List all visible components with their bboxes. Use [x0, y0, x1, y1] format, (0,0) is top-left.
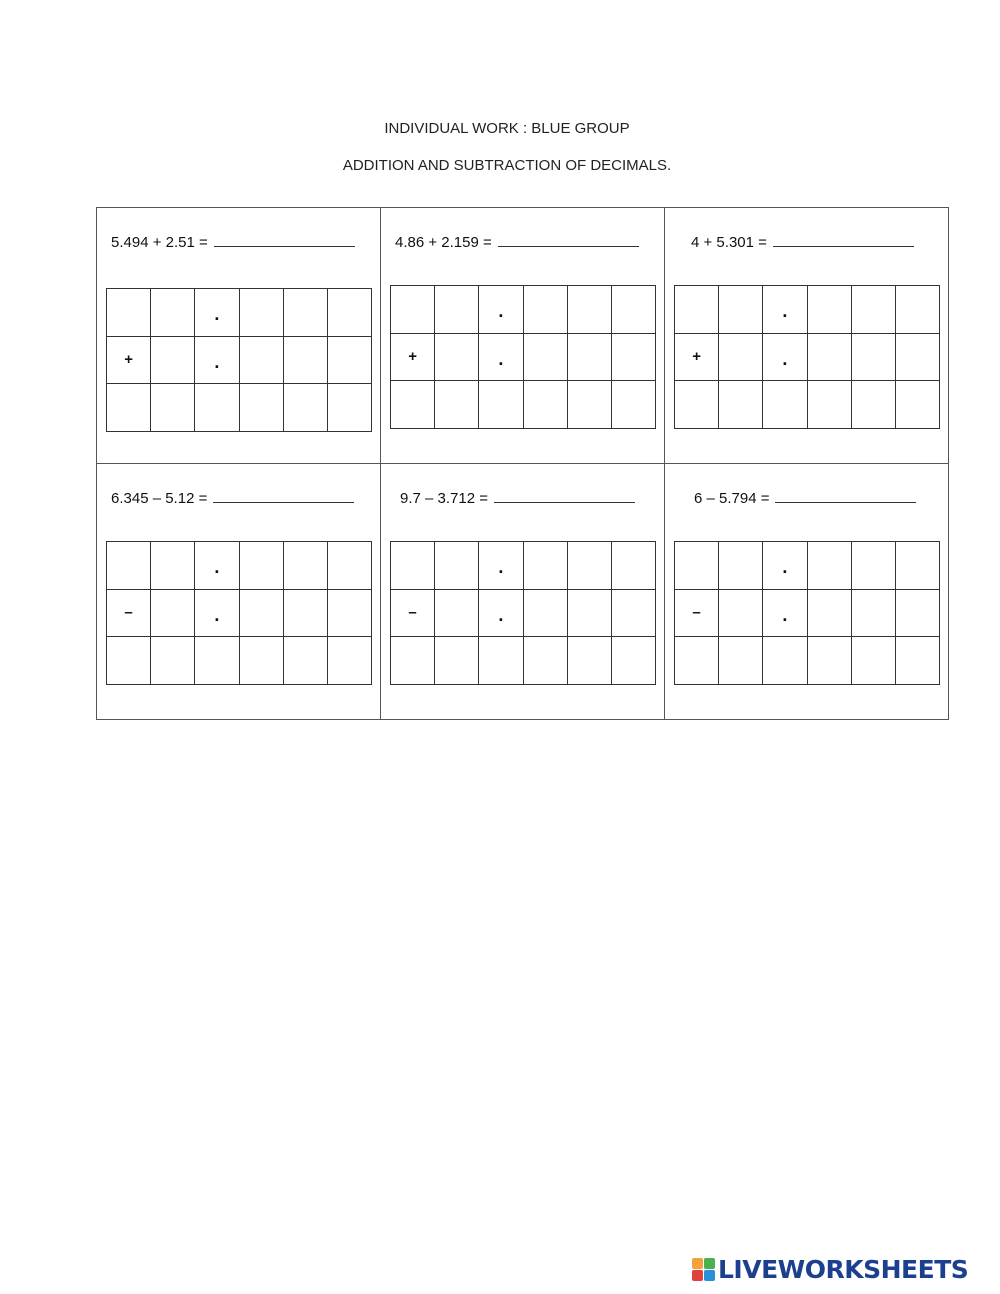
grid-box[interactable] [391, 542, 435, 590]
grid-box[interactable] [763, 334, 807, 382]
problem-cell [380, 463, 665, 720]
operator-sign: – [124, 604, 133, 622]
grid-box[interactable] [391, 286, 435, 334]
grid-box[interactable] [896, 637, 940, 685]
place-value-grid [390, 285, 656, 429]
page-title: INDIVIDUAL WORK : BLUE GROUP [384, 120, 630, 137]
grid-box[interactable] [479, 542, 523, 590]
grid-box[interactable] [612, 334, 656, 382]
grid-box[interactable] [675, 637, 719, 685]
grid-box[interactable] [524, 542, 568, 590]
grid-box[interactable] [479, 286, 523, 334]
operator-sign: – [408, 604, 417, 622]
problem-text: 6.345 – 5.12 = [111, 490, 208, 507]
grid-box[interactable] [479, 334, 523, 382]
grid-box[interactable] [479, 590, 523, 638]
grid-box[interactable] [612, 590, 656, 638]
grid-box[interactable] [896, 286, 940, 334]
grid-box[interactable] [808, 334, 852, 382]
grid-box[interactable] [479, 637, 523, 685]
grid-box[interactable] [435, 286, 479, 334]
grid-box[interactable] [808, 637, 852, 685]
answer-blank[interactable] [213, 488, 354, 503]
decimal-point: . [214, 351, 220, 372]
grid-box[interactable] [675, 590, 719, 638]
grid-box[interactable] [719, 590, 763, 638]
grid-box[interactable] [524, 590, 568, 638]
grid-box[interactable] [151, 384, 195, 432]
grid-box[interactable] [763, 542, 807, 590]
decimal-point: . [782, 348, 788, 369]
operator-sign: + [408, 348, 417, 366]
grid-box[interactable] [195, 542, 239, 590]
grid-box[interactable] [808, 286, 852, 334]
grid-box[interactable] [808, 590, 852, 638]
decimal-point: . [214, 604, 220, 625]
decimal-point: . [214, 557, 220, 578]
decimal-point: . [498, 604, 504, 625]
grid-box[interactable] [284, 289, 328, 337]
problem-expression [694, 488, 916, 507]
problem-expression [111, 232, 355, 251]
grid-box[interactable] [195, 289, 239, 337]
grid-box[interactable] [284, 542, 328, 590]
problem-cell [380, 207, 665, 464]
grid-box[interactable] [675, 334, 719, 382]
grid-box[interactable] [852, 590, 896, 638]
grid-box[interactable] [808, 542, 852, 590]
problem-text: 4 + 5.301 = [691, 234, 767, 251]
grid-box[interactable] [719, 381, 763, 429]
grid-box[interactable] [240, 637, 284, 685]
grid-box[interactable] [435, 381, 479, 429]
grid-box[interactable] [479, 381, 523, 429]
grid-box[interactable] [568, 381, 612, 429]
grid-box[interactable] [328, 289, 372, 337]
place-value-grid [106, 541, 372, 685]
decimal-point: . [498, 348, 504, 369]
grid-box[interactable] [568, 286, 612, 334]
grid-box[interactable] [852, 381, 896, 429]
grid-box[interactable] [896, 381, 940, 429]
problem-text: 6 – 5.794 = [694, 490, 770, 507]
grid-box[interactable] [763, 637, 807, 685]
place-value-grid [390, 541, 656, 685]
grid-box[interactable] [195, 384, 239, 432]
grid-box[interactable] [107, 590, 151, 638]
grid-box[interactable] [568, 334, 612, 382]
problem-cell [96, 463, 381, 720]
problem-cell [664, 207, 949, 464]
answer-blank[interactable] [775, 488, 916, 503]
grid-box[interactable] [852, 637, 896, 685]
answer-blank[interactable] [498, 232, 639, 247]
logo-text: LIVEWORKSHEETS [718, 1254, 969, 1284]
grid-box[interactable] [240, 337, 284, 385]
grid-box[interactable] [151, 337, 195, 385]
operator-sign: – [692, 604, 701, 622]
grid-box[interactable] [195, 590, 239, 638]
grid-box[interactable] [612, 286, 656, 334]
decimal-point: . [498, 557, 504, 578]
grid-box[interactable] [284, 337, 328, 385]
grid-box[interactable] [240, 590, 284, 638]
problem-cell [96, 207, 381, 464]
answer-blank[interactable] [773, 232, 914, 247]
grid-box[interactable] [151, 289, 195, 337]
problem-expression [400, 488, 635, 507]
decimal-point: . [782, 604, 788, 625]
answer-blank[interactable] [494, 488, 635, 503]
grid-box[interactable] [524, 637, 568, 685]
problem-expression [111, 488, 354, 507]
grid-box[interactable] [151, 590, 195, 638]
grid-box[interactable] [763, 286, 807, 334]
grid-box[interactable] [763, 590, 807, 638]
problem-text: 4.86 + 2.159 = [395, 234, 492, 251]
grid-box[interactable] [391, 381, 435, 429]
page-subtitle: ADDITION AND SUBTRACTION OF DECIMALS. [342, 157, 672, 174]
liveworksheets-logo [692, 1254, 968, 1284]
grid-box[interactable] [852, 334, 896, 382]
grid-box[interactable] [612, 637, 656, 685]
grid-box[interactable] [240, 542, 284, 590]
grid-box[interactable] [675, 381, 719, 429]
decimal-point: . [214, 304, 220, 325]
grid-box[interactable] [151, 637, 195, 685]
decimal-point: . [782, 301, 788, 322]
grid-box[interactable] [719, 637, 763, 685]
grid-box[interactable] [763, 381, 807, 429]
grid-box[interactable] [328, 384, 372, 432]
operator-sign: + [124, 351, 133, 369]
grid-box[interactable] [852, 542, 896, 590]
grid-box[interactable] [240, 289, 284, 337]
grid-box[interactable] [435, 590, 479, 638]
grid-box[interactable] [612, 381, 656, 429]
place-value-grid [674, 541, 940, 685]
grid-box[interactable] [107, 384, 151, 432]
problem-text: 9.7 – 3.712 = [400, 490, 488, 507]
grid-box[interactable] [568, 542, 612, 590]
grid-box[interactable] [151, 542, 195, 590]
grid-box[interactable] [808, 381, 852, 429]
answer-blank[interactable] [214, 232, 355, 247]
grid-box[interactable] [524, 286, 568, 334]
grid-box[interactable] [435, 542, 479, 590]
grid-box[interactable] [852, 286, 896, 334]
grid-box[interactable] [195, 337, 239, 385]
grid-box[interactable] [719, 542, 763, 590]
grid-box[interactable] [284, 384, 328, 432]
grid-box[interactable] [107, 289, 151, 337]
grid-box[interactable] [568, 637, 612, 685]
grid-box[interactable] [568, 590, 612, 638]
grid-box[interactable] [328, 542, 372, 590]
grid-box[interactable] [435, 334, 479, 382]
grid-box[interactable] [524, 381, 568, 429]
grid-box[interactable] [240, 384, 284, 432]
problem-text: 5.494 + 2.51 = [111, 234, 208, 251]
place-value-grid [674, 285, 940, 429]
grid-box[interactable] [328, 637, 372, 685]
decimal-point: . [498, 301, 504, 322]
grid-box[interactable] [675, 286, 719, 334]
grid-box[interactable] [391, 590, 435, 638]
grid-box[interactable] [896, 590, 940, 638]
grid-box[interactable] [328, 337, 372, 385]
grid-box[interactable] [612, 542, 656, 590]
grid-box[interactable] [896, 542, 940, 590]
place-value-grid [106, 288, 372, 432]
grid-box[interactable] [719, 286, 763, 334]
grid-box[interactable] [195, 637, 239, 685]
operator-sign: + [692, 348, 701, 366]
grid-box[interactable] [719, 334, 763, 382]
problem-cell [664, 463, 949, 720]
grid-box[interactable] [107, 637, 151, 685]
grid-box[interactable] [524, 334, 568, 382]
grid-box[interactable] [107, 337, 151, 385]
grid-box[interactable] [284, 590, 328, 638]
grid-box[interactable] [675, 542, 719, 590]
grid-box[interactable] [328, 590, 372, 638]
problem-expression [691, 232, 914, 251]
liveworksheets-logo-icon [692, 1258, 715, 1281]
grid-box[interactable] [435, 637, 479, 685]
grid-box[interactable] [896, 334, 940, 382]
grid-box[interactable] [391, 637, 435, 685]
problem-expression [395, 232, 639, 251]
grid-box[interactable] [284, 637, 328, 685]
decimal-point: . [782, 557, 788, 578]
grid-box[interactable] [391, 334, 435, 382]
grid-box[interactable] [107, 542, 151, 590]
